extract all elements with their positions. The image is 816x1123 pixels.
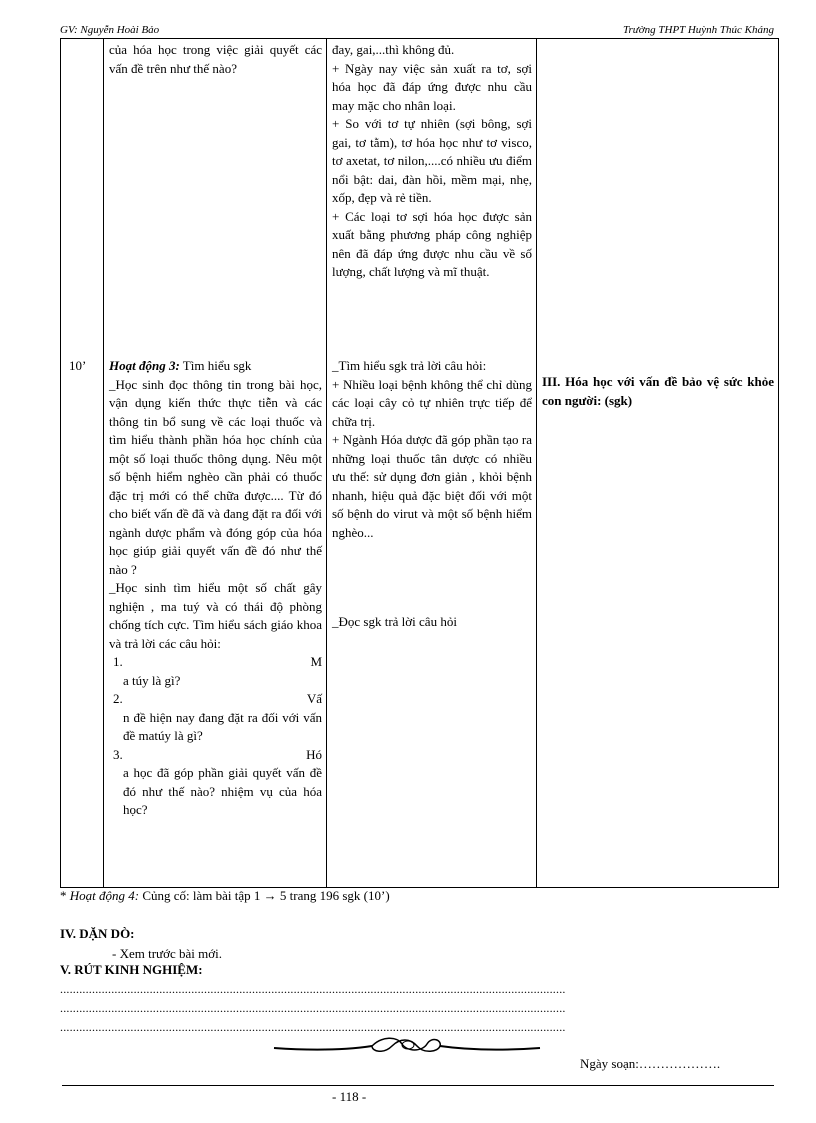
- section-5-title: V. RÚT KINH NGHIỆM:: [60, 962, 203, 977]
- activity-4-label: Hoạt động 4:: [69, 888, 140, 903]
- activity-3-title: Hoạt động 3:: [109, 358, 180, 373]
- ornament-divider: [272, 1034, 542, 1058]
- col3-line: đay, gai,...thì không đủ.: [332, 42, 455, 57]
- page-number: - 118 -: [332, 1089, 367, 1104]
- date-prepared: Ngày soạn:……………….: [580, 1056, 721, 1071]
- activity-4: [60, 888, 390, 904]
- time-column: [61, 39, 104, 888]
- question-fragment: M: [310, 654, 322, 669]
- question-number: 1.: [113, 654, 123, 669]
- col3-bottom: _Đọc sgk trả lời câu hỏi: [332, 614, 457, 629]
- school-name: Trường THPT Huỳnh Thúc Kháng: [622, 24, 774, 36]
- student-activity-column: [327, 39, 537, 888]
- col3-line: + Ngày nay việc sản xuất ra tơ, sợi hóa học đã đáp ứng được nhu cầu may mặc cho nhân loại.: [332, 60, 532, 113]
- lesson-table: [60, 38, 779, 888]
- question-number: 2.: [113, 691, 123, 706]
- question-item: [109, 690, 322, 746]
- teacher-name: GV: Nguyễn Hoài Bảo: [60, 24, 160, 36]
- section-4-title: IV. DẶN DÒ:: [60, 926, 135, 941]
- activity-3-para2: _Học sinh tìm hiểu một số chất gây nghiện , ma tuý và có thái độ phòng chống tích cực. Tìm hiểu sách giáo khoa và trả lời các câu hỏi:: [109, 580, 322, 651]
- col3-line: + So với tơ tự nhiên (sợi bông, sợi gai, tơ tằm), tơ hóa học như tơ visco, tơ axetat, tơ nilon,....có nhiều ưu điểm nổi bật: dai, đàn hồi, mềm mại, nhẹ, xốp, đẹp và rẻ tiền.: [332, 116, 532, 205]
- question-item: [109, 653, 322, 690]
- question-text: a học đã góp phần giải quyết vấn đề đó như thế nào? nhiệm vụ của hóa học?: [123, 765, 322, 817]
- asterisk: *: [60, 888, 70, 903]
- dotted-line: ..............................................................................................................................................................: [60, 1001, 566, 1015]
- question-text: n đề hiện nay đang đặt ra đối với vấn đề matúy là gì?: [123, 709, 322, 743]
- time-label: 10’: [69, 358, 87, 373]
- col3-top: [332, 41, 532, 282]
- activity-4-text: Củng cố: làm bài tập 1 → 5 trang 196 sgk (10’): [139, 888, 390, 903]
- activity-3: [109, 357, 322, 820]
- question-fragment: Hó: [306, 746, 322, 762]
- col3-mid: [332, 357, 532, 542]
- dotted-line: ..............................................................................................................................................................: [60, 1020, 566, 1034]
- activity-3-para1: _Học sinh đọc thông tin trong bài học, vận dụng kiến thức thực tiễn và các thông tin bổ sung về các loại thuốc và tìm hiểu thành phần hóa học chính của một số loại thuốc thông dụng. Nêu một số bệnh hiểm nghèo cần phải có thuốc đặc trị mới có thể chữa được.... Từ đó cho biết vấn đề đã và đang đặt ra đối với ngành dược phẩm và đóng góp của hóa học giúp giải quyết vấn đề đó như thế nào ?: [109, 376, 322, 577]
- question-list: [109, 653, 322, 820]
- activity-3-title-rest: Tìm hiểu sgk: [179, 358, 252, 373]
- content-column: [537, 39, 779, 888]
- col2-top-text: của hóa học trong việc giải quyết các vấn đề trên như thế nào?: [109, 42, 322, 76]
- col3-line: + Nhiều loại bệnh không thể chỉ dùng các loại cây cỏ tự nhiên trực tiếp để chữa trị.: [332, 376, 532, 429]
- question-item: [109, 746, 322, 820]
- section-3-heading: III. Hóa học với vấn đề bảo vệ sức khỏe con người: (sgk): [542, 374, 774, 408]
- col3-line: + Ngành Hóa dược đã góp phần tạo ra những loại thuốc tân dược có nhiều ưu thế: sử dụng đơn giản , khỏi bệnh nhanh, hiệu quả đặc biệt đối với một số bệnh do virut và một số bệnh hiểm nghèo...: [332, 432, 532, 540]
- col3-line: + Các loại tơ sợi hóa học được sản xuất bằng phương pháp công nghiệp nên đã đáp ứng được nhu cầu về số lượng, chất lượng và mĩ thuật.: [332, 208, 532, 279]
- col3-line: _Tìm hiểu sgk trả lời câu hỏi:: [332, 358, 487, 373]
- teacher-activity-column: [104, 39, 327, 888]
- question-text: a túy là gì?: [123, 672, 181, 688]
- section-4-item: - Xem trước bài mới.: [112, 946, 222, 961]
- dotted-line: ..............................................................................................................................................................: [60, 982, 566, 996]
- footer-rule: [62, 1085, 774, 1086]
- question-fragment: Vấ: [306, 691, 322, 706]
- page-header: [60, 24, 774, 39]
- question-number: 3.: [113, 746, 123, 762]
